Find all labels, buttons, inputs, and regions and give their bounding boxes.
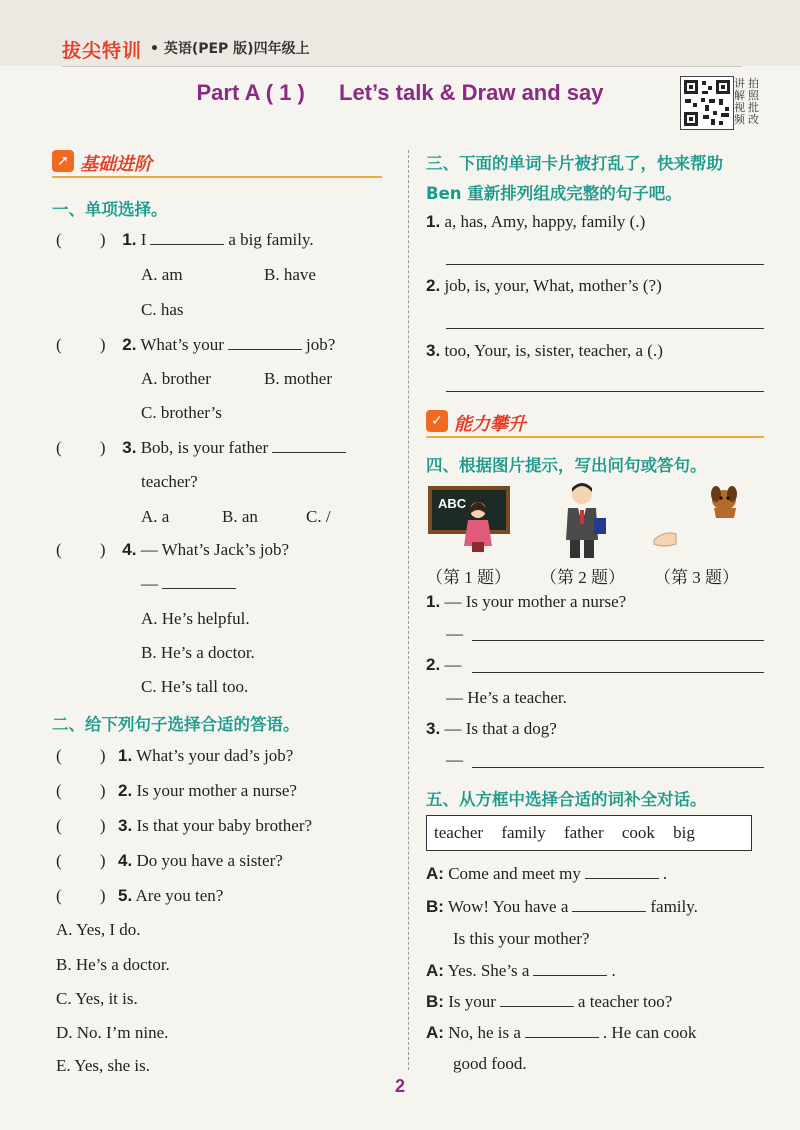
- s2-q3: ( ) 3. Is that your baby brother?: [56, 816, 313, 835]
- qr-label: 讲 解 视 频 拍 照 批 改: [734, 77, 759, 126]
- section-ability-header: [426, 410, 766, 438]
- s2-q1: ( ) 1. What’s your dad’s job?: [56, 746, 294, 765]
- header-rule: [62, 66, 742, 67]
- s2-answer-a: A. Yes, I do.: [56, 920, 141, 939]
- s4-caption-2: （第 2 题）: [540, 568, 625, 587]
- word-box: [426, 815, 752, 851]
- s4-q3-dash: —: [446, 750, 463, 769]
- s1-q1-opt-a: A. am: [141, 265, 183, 284]
- s2-q2: ( ) 2. Is your mother a nurse?: [56, 781, 297, 800]
- s4-caption-1: （第 1 题）: [426, 568, 511, 587]
- s5-line-1: A: Come and meet my .: [426, 864, 668, 883]
- s1-q3: ( ) 3. Bob, is your father: [56, 438, 350, 458]
- fill-blank[interactable]: [150, 243, 224, 245]
- s2-q5: ( ) 5. Are you ten?: [56, 886, 224, 905]
- s5-line-7: good food.: [453, 1054, 527, 1073]
- answer-paren[interactable]: ( ): [56, 851, 106, 870]
- fill-blank[interactable]: [525, 1036, 599, 1038]
- word-family: family: [501, 823, 546, 842]
- s1-q2-opt-c: C. brother’s: [141, 403, 222, 422]
- column-divider: [408, 150, 409, 1070]
- title-main: Let’s talk & Draw and say: [339, 80, 604, 105]
- s2-q4: ( ) 4. Do you have a sister?: [56, 851, 283, 870]
- board-text: ABC: [438, 496, 467, 511]
- rocket-icon: ➚: [52, 150, 74, 172]
- s4-q2-answer-line[interactable]: [472, 672, 764, 673]
- answer-paren[interactable]: ( ): [56, 746, 106, 765]
- word-cook: cook: [621, 823, 655, 842]
- fill-blank[interactable]: [228, 348, 302, 350]
- s3-q1: 1. a, has, Amy, happy, family (.): [426, 212, 646, 231]
- fill-blank[interactable]: [572, 910, 646, 912]
- fill-blank[interactable]: [500, 1005, 574, 1007]
- word-father: father: [563, 823, 604, 842]
- s2-title: 二、给下列句子选择合适的答语。: [52, 715, 300, 734]
- brand-logo: 拔尖特训: [62, 41, 143, 62]
- s1-q1: ( ) 1. I a big family.: [56, 230, 314, 249]
- section-basic-header: [52, 150, 392, 178]
- s5-line-5: B: Is your a teacher too?: [426, 992, 673, 1011]
- s3-q3-answer-line[interactable]: [446, 391, 764, 392]
- s5-line-6: A: No, he is a . He can cook: [426, 1023, 697, 1042]
- answer-paren[interactable]: ( ): [56, 540, 106, 559]
- answer-paren[interactable]: ( ): [56, 816, 106, 835]
- s4-q2: 2. —: [426, 655, 462, 674]
- s4-caption-3: （第 3 题）: [654, 568, 739, 587]
- fill-blank[interactable]: [533, 974, 607, 976]
- s1-q3-opt-a: A. a: [141, 507, 170, 526]
- s1-q2-opt-b: B. mother: [264, 369, 332, 388]
- fill-blank[interactable]: [272, 451, 346, 453]
- s3-q1-answer-line[interactable]: [446, 264, 764, 265]
- s4-q3: 3. — Is that a dog?: [426, 719, 557, 738]
- s1-q2: ( ) 2. What’s your job?: [56, 335, 336, 354]
- s1-q4-opt-a: A. He’s helpful.: [141, 609, 250, 628]
- s1-q3-cont: teacher?: [141, 472, 198, 491]
- s1-q4-opt-b: B. He’s a doctor.: [141, 643, 255, 662]
- fill-blank[interactable]: [162, 587, 236, 589]
- s1-q3-opt-c: C. /: [306, 507, 331, 526]
- answer-paren[interactable]: ( ): [56, 886, 106, 905]
- s3-title-line2: Ben 重新排列组成完整的句子吧。: [426, 184, 682, 203]
- dog-pointing-image: [650, 478, 750, 560]
- s1-q1-opt-b: B. have: [264, 265, 316, 284]
- qr-code-icon[interactable]: [680, 76, 734, 130]
- answer-paren[interactable]: ( ): [56, 335, 106, 354]
- s1-q2-opt-a: A. brother: [141, 369, 211, 388]
- s3-q2: 2. job, is, your, What, mother’s (?): [426, 276, 662, 295]
- book-subtitle: • 英语(PEP 版)四年级上: [150, 41, 310, 57]
- s4-q3-answer-line[interactable]: [472, 767, 764, 768]
- section-ability-title: 能力攀升: [454, 414, 526, 435]
- word-teacher: teacher: [434, 823, 484, 842]
- section-basic-title: 基础进阶: [80, 154, 152, 175]
- s4-title: 四、根据图片提示，写出问句或答句。: [426, 456, 707, 475]
- s1-title: 一、单项选择。: [52, 200, 168, 219]
- male-teacher-image: [556, 480, 612, 560]
- s5-title: 五、从方框中选择合适的词补全对话。: [426, 790, 707, 809]
- s4-q2-answer: — He’s a teacher.: [446, 688, 567, 707]
- answer-paren[interactable]: ( ): [56, 781, 106, 800]
- s1-q1-opt-c: C. has: [141, 300, 184, 319]
- s3-q3: 3. too, Your, is, sister, teacher, a (.): [426, 341, 663, 360]
- s4-q1-answer-line[interactable]: [472, 640, 764, 641]
- s1-q4-response: —: [141, 574, 240, 594]
- s2-answer-d: D. No. I’m nine.: [56, 1023, 169, 1042]
- fill-blank[interactable]: [585, 877, 659, 879]
- s2-answer-c: C. Yes, it is.: [56, 989, 138, 1008]
- s2-answer-e: E. Yes, she is.: [56, 1056, 150, 1075]
- s1-q3-opt-b: B. an: [222, 507, 258, 526]
- answer-paren[interactable]: ( ): [56, 438, 106, 457]
- title-part: Part A ( 1 ): [196, 80, 305, 105]
- word-big: big: [673, 823, 695, 842]
- s1-q4: ( ) 4. — What’s Jack’s job?: [56, 540, 290, 559]
- s3-title-line1: 三、下面的单词卡片被打乱了，快来帮助: [426, 154, 723, 173]
- answer-paren[interactable]: ( ): [56, 230, 106, 249]
- teacher-at-blackboard-image: [426, 484, 512, 554]
- s3-q2-answer-line[interactable]: [446, 328, 764, 329]
- flag-icon: ✓: [426, 410, 448, 432]
- s1-q4-opt-c: C. He’s tall too.: [141, 677, 249, 696]
- page-number: 2: [394, 1076, 405, 1096]
- s5-line-4: A: Yes. She’s a .: [426, 961, 616, 980]
- s4-q1-dash: —: [446, 624, 463, 643]
- s5-line-2: B: Wow! You have a family.: [426, 897, 698, 916]
- s4-q1: 1. — Is your mother a nurse?: [426, 592, 627, 611]
- s5-line-3: Is this your mother?: [453, 929, 590, 948]
- s2-answer-b: B. He’s a doctor.: [56, 955, 170, 974]
